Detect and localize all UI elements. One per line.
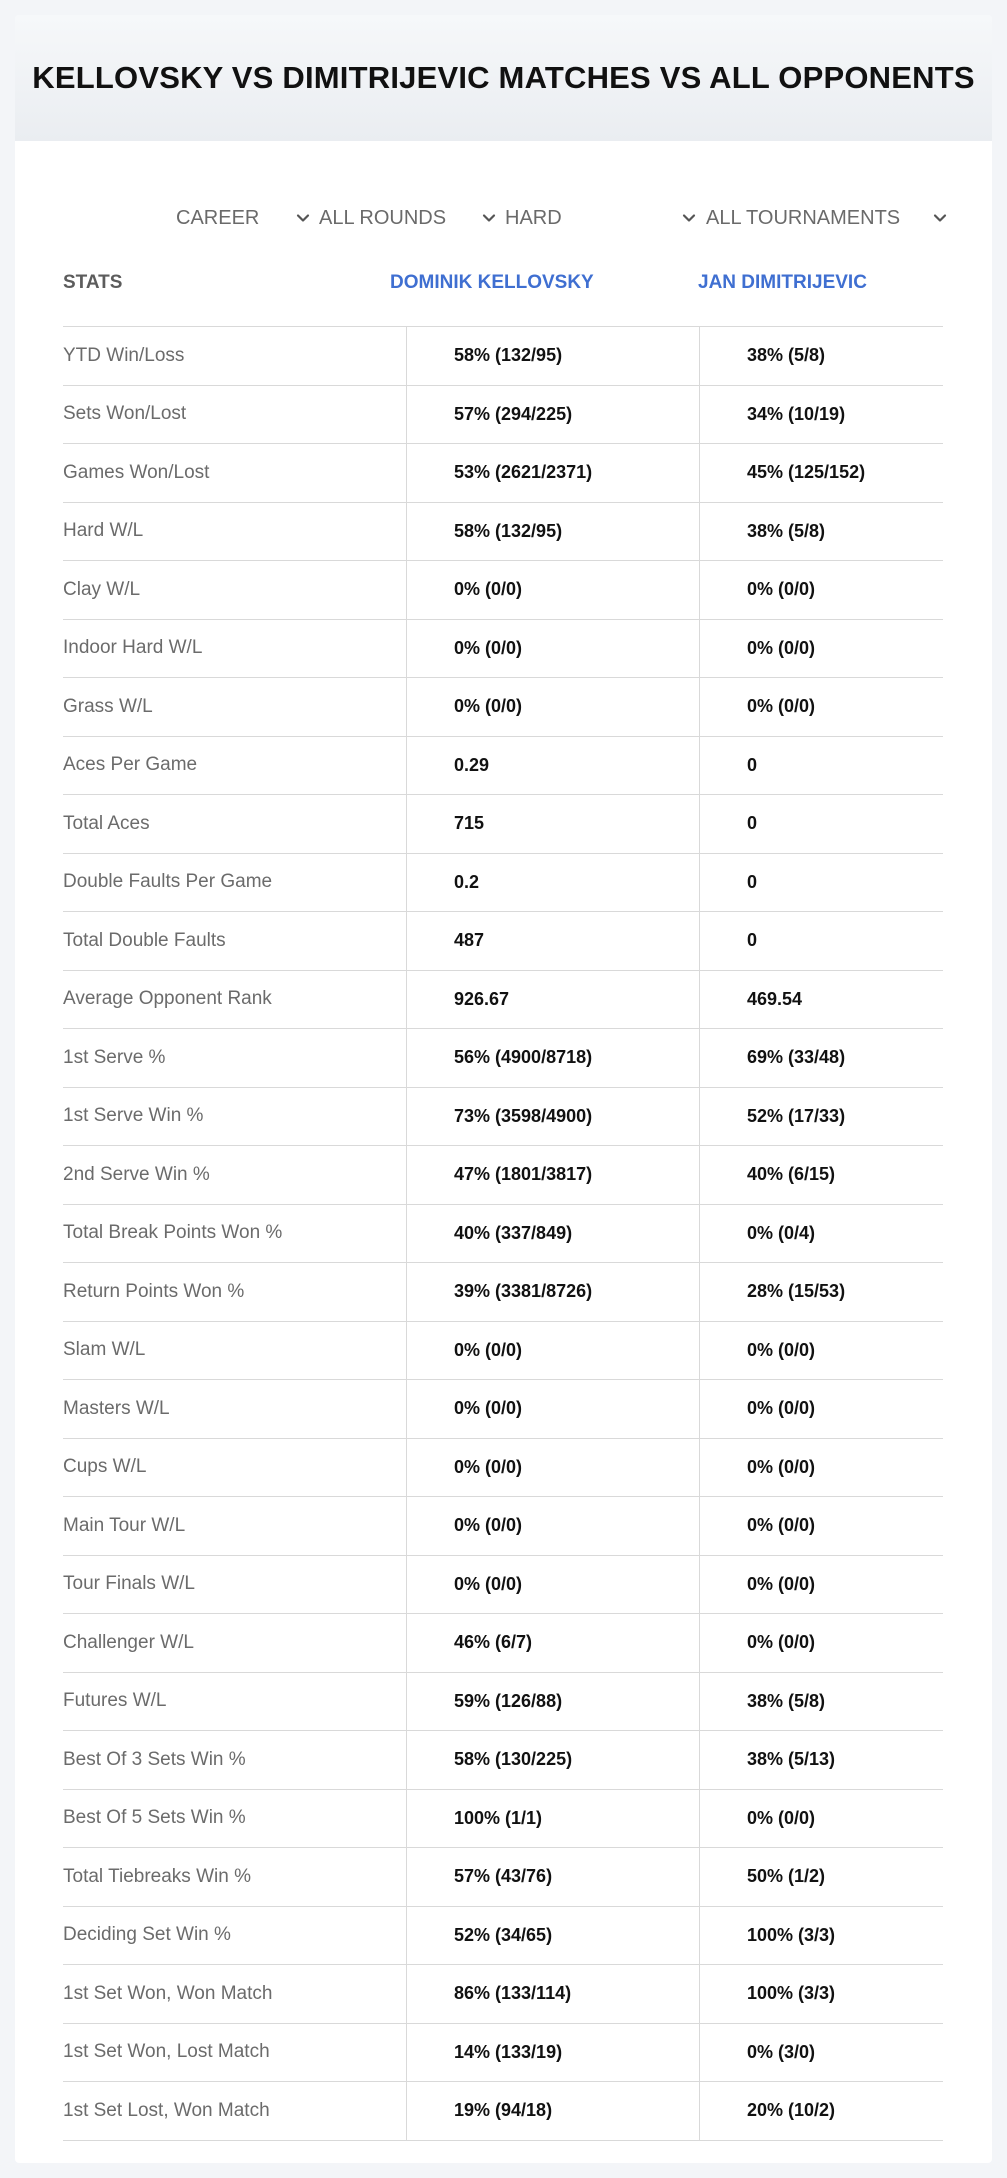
stat-label: Total Break Points Won % bbox=[63, 1222, 283, 1244]
stat-label: Double Faults Per Game bbox=[63, 871, 273, 893]
chevron-down-icon bbox=[932, 210, 948, 226]
player1-value: 57% (43/76) bbox=[406, 1848, 699, 1906]
table-header bbox=[63, 248, 943, 327]
stat-label: Sets Won/Lost bbox=[63, 403, 187, 425]
table-row bbox=[63, 678, 943, 737]
player2-value: 0 bbox=[699, 854, 943, 912]
table-row bbox=[63, 386, 943, 445]
chevron-down-icon bbox=[681, 210, 697, 226]
player2-value: 0 bbox=[699, 795, 943, 853]
player2-value: 0% (0/4) bbox=[699, 1205, 943, 1263]
player1-value: 0% (0/0) bbox=[406, 561, 699, 619]
player2-value: 100% (3/3) bbox=[699, 1907, 943, 1965]
player2-value: 0% (0/0) bbox=[699, 620, 943, 678]
player2-value: 0% (0/0) bbox=[699, 1380, 943, 1438]
tournament-select-label: ALL TOURNAMENTS bbox=[706, 206, 901, 229]
stat-label: 1st Set Lost, Won Match bbox=[63, 2099, 270, 2121]
table-row bbox=[63, 1673, 943, 1732]
surface-select-label: HARD bbox=[505, 206, 562, 229]
table-row bbox=[63, 795, 943, 854]
player1-value: 0% (0/0) bbox=[406, 1380, 699, 1438]
table-row bbox=[63, 1848, 943, 1907]
player2-value: 0% (0/0) bbox=[699, 1790, 943, 1848]
player1-value: 46% (6/7) bbox=[406, 1614, 699, 1672]
table-row bbox=[63, 444, 943, 503]
table-row bbox=[63, 503, 943, 562]
stat-label: Clay W/L bbox=[63, 578, 141, 600]
table-row bbox=[63, 1088, 943, 1147]
stat-label: Slam W/L bbox=[63, 1339, 146, 1361]
player1-value: 73% (3598/4900) bbox=[406, 1088, 699, 1146]
table-row bbox=[63, 1146, 943, 1205]
player2-value: 40% (6/15) bbox=[699, 1146, 943, 1204]
table-body bbox=[63, 327, 943, 2141]
player2-column-header[interactable]: JAN DIMITRIJEVIC bbox=[698, 272, 867, 293]
table-row bbox=[63, 1439, 943, 1498]
player2-value: 0% (3/0) bbox=[699, 2024, 943, 2082]
player2-value: 38% (5/8) bbox=[699, 503, 943, 561]
period-select[interactable] bbox=[176, 188, 316, 248]
table-row bbox=[63, 1907, 943, 1966]
round-select[interactable] bbox=[319, 188, 499, 248]
table-row bbox=[63, 620, 943, 679]
stat-label: Total Tiebreaks Win % bbox=[63, 1865, 251, 1887]
stat-label: Best Of 5 Sets Win % bbox=[63, 1807, 246, 1829]
player1-column-header[interactable]: DOMINIK KELLOVSKY bbox=[390, 272, 594, 293]
player2-value: 38% (5/8) bbox=[699, 1673, 943, 1731]
player1-value: 0% (0/0) bbox=[406, 1322, 699, 1380]
player1-value: 0.2 bbox=[406, 854, 699, 912]
stat-label: YTD Win/Loss bbox=[63, 344, 185, 366]
player1-value: 0% (0/0) bbox=[406, 620, 699, 678]
player1-value: 0% (0/0) bbox=[406, 1497, 699, 1555]
stat-label: 1st Set Won, Won Match bbox=[63, 1982, 273, 2004]
table-row bbox=[63, 1322, 943, 1381]
player1-value: 86% (133/114) bbox=[406, 1965, 699, 2023]
page-title: KELLOVSKY VS DIMITRIJEVIC MATCHES VS ALL OPPONENTS bbox=[32, 60, 975, 95]
stat-label: Tour Finals W/L bbox=[63, 1573, 195, 1595]
player2-value: 20% (10/2) bbox=[699, 2082, 943, 2140]
player1-value: 56% (4900/8718) bbox=[406, 1029, 699, 1087]
player1-value: 52% (34/65) bbox=[406, 1907, 699, 1965]
player1-value: 0% (0/0) bbox=[406, 1439, 699, 1497]
stat-label: Futures W/L bbox=[63, 1690, 167, 1712]
table-row bbox=[63, 1029, 943, 1088]
stats-table bbox=[63, 248, 943, 2141]
table-row bbox=[63, 971, 943, 1030]
table-row bbox=[63, 1205, 943, 1264]
stat-label: Total Aces bbox=[63, 812, 150, 834]
table-row bbox=[63, 1790, 943, 1849]
stat-label: Return Points Won % bbox=[63, 1280, 245, 1302]
stat-label: Grass W/L bbox=[63, 695, 153, 717]
player1-value: 40% (337/849) bbox=[406, 1205, 699, 1263]
stat-label: Deciding Set Win % bbox=[63, 1924, 231, 1946]
player1-value: 58% (130/225) bbox=[406, 1731, 699, 1789]
stat-label: Main Tour W/L bbox=[63, 1514, 186, 1536]
player2-value: 38% (5/8) bbox=[699, 327, 943, 385]
round-select-label: ALL ROUNDS bbox=[319, 206, 447, 229]
table-row bbox=[63, 2082, 943, 2141]
stat-label: 2nd Serve Win % bbox=[63, 1163, 210, 1185]
stat-label: Best Of 3 Sets Win % bbox=[63, 1748, 246, 1770]
player2-value: 69% (33/48) bbox=[699, 1029, 943, 1087]
player2-value: 0% (0/0) bbox=[699, 1497, 943, 1555]
table-row bbox=[63, 1614, 943, 1673]
table-row bbox=[63, 854, 943, 913]
table-row bbox=[63, 737, 943, 796]
player2-value: 0% (0/0) bbox=[699, 1322, 943, 1380]
surface-select[interactable] bbox=[505, 188, 705, 248]
player1-value: 926.67 bbox=[406, 971, 699, 1029]
stat-label: Indoor Hard W/L bbox=[63, 637, 203, 659]
player2-value: 38% (5/13) bbox=[699, 1731, 943, 1789]
table-row bbox=[63, 1497, 943, 1556]
stat-label: 1st Serve Win % bbox=[63, 1105, 204, 1127]
player1-value: 39% (3381/8726) bbox=[406, 1263, 699, 1321]
stats-card bbox=[15, 15, 992, 2163]
player2-value: 45% (125/152) bbox=[699, 444, 943, 502]
stat-label: Aces Per Game bbox=[63, 754, 198, 776]
table-row bbox=[63, 1380, 943, 1439]
table-row bbox=[63, 1263, 943, 1322]
player1-value: 0% (0/0) bbox=[406, 678, 699, 736]
stat-label: 1st Set Won, Lost Match bbox=[63, 2041, 270, 2063]
player1-value: 487 bbox=[406, 912, 699, 970]
stats-column-header: STATS bbox=[63, 272, 123, 293]
stat-label: Masters W/L bbox=[63, 1397, 170, 1419]
player2-value: 0% (0/0) bbox=[699, 1439, 943, 1497]
player1-value: 57% (294/225) bbox=[406, 386, 699, 444]
period-select-label: CAREER bbox=[176, 206, 260, 229]
stat-label: Cups W/L bbox=[63, 1456, 147, 1478]
player2-value: 0% (0/0) bbox=[699, 1614, 943, 1672]
player1-value: 0.29 bbox=[406, 737, 699, 795]
table-row bbox=[63, 2024, 943, 2083]
stat-label: Games Won/Lost bbox=[63, 461, 210, 483]
table-row bbox=[63, 327, 943, 386]
stat-label: Total Double Faults bbox=[63, 929, 226, 951]
table-row bbox=[63, 1556, 943, 1615]
stat-label: Average Opponent Rank bbox=[63, 988, 272, 1010]
player1-value: 58% (132/95) bbox=[406, 503, 699, 561]
player2-value: 52% (17/33) bbox=[699, 1088, 943, 1146]
table-row bbox=[63, 561, 943, 620]
page-header bbox=[15, 15, 992, 141]
player2-value: 50% (1/2) bbox=[699, 1848, 943, 1906]
filter-bar bbox=[15, 188, 992, 248]
stat-label: Hard W/L bbox=[63, 520, 144, 542]
player2-value: 469.54 bbox=[699, 971, 943, 1029]
player2-value: 0 bbox=[699, 737, 943, 795]
player2-value: 0% (0/0) bbox=[699, 1556, 943, 1614]
player1-value: 100% (1/1) bbox=[406, 1790, 699, 1848]
player1-value: 47% (1801/3817) bbox=[406, 1146, 699, 1204]
player2-value: 28% (15/53) bbox=[699, 1263, 943, 1321]
table-row bbox=[63, 1965, 943, 2024]
player2-value: 100% (3/3) bbox=[699, 1965, 943, 2023]
player1-value: 59% (126/88) bbox=[406, 1673, 699, 1731]
player2-value: 0% (0/0) bbox=[699, 561, 943, 619]
stat-label: 1st Serve % bbox=[63, 1046, 166, 1068]
player1-value: 58% (132/95) bbox=[406, 327, 699, 385]
player1-value: 0% (0/0) bbox=[406, 1556, 699, 1614]
tournament-select[interactable] bbox=[706, 188, 956, 248]
player2-value: 0% (0/0) bbox=[699, 678, 943, 736]
player1-value: 53% (2621/2371) bbox=[406, 444, 699, 502]
player1-value: 19% (94/18) bbox=[406, 2082, 699, 2140]
table-row bbox=[63, 1731, 943, 1790]
table-row bbox=[63, 912, 943, 971]
player2-value: 0 bbox=[699, 912, 943, 970]
player1-value: 715 bbox=[406, 795, 699, 853]
chevron-down-icon bbox=[295, 210, 311, 226]
player1-value: 14% (133/19) bbox=[406, 2024, 699, 2082]
player2-value: 34% (10/19) bbox=[699, 386, 943, 444]
chevron-down-icon bbox=[481, 210, 497, 226]
stat-label: Challenger W/L bbox=[63, 1631, 194, 1653]
